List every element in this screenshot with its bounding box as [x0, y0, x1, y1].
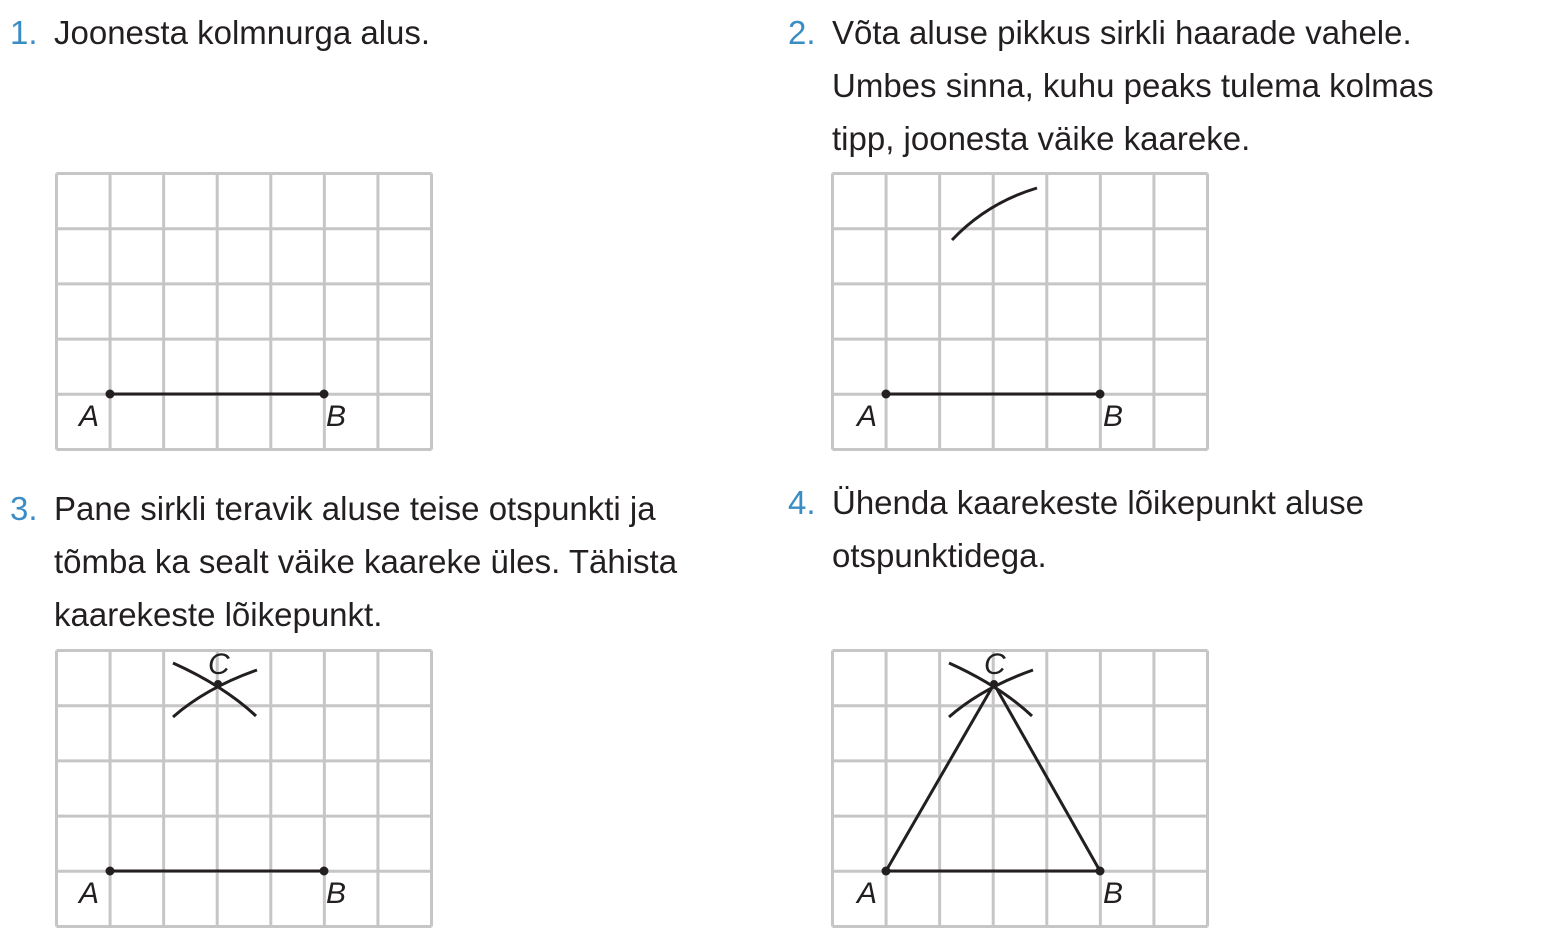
- label-b: B: [326, 877, 347, 910]
- step-3-line-1: [10, 482, 677, 535]
- grid-lines: [833, 174, 1208, 450]
- step-2-text-3: tipp, joonesta väike kaareke.: [832, 120, 1251, 157]
- grid-2: [832, 173, 1208, 450]
- step-3-text-2: tõmba ka sealt väike kaareke üles. Tähista: [54, 543, 678, 580]
- label-a: A: [857, 877, 878, 910]
- step-4-number: 4.: [788, 484, 816, 521]
- step-3-line-3: [10, 588, 677, 641]
- label-a: A: [857, 400, 878, 433]
- step-4: [788, 476, 1364, 582]
- step-1-line-1: [10, 6, 430, 59]
- step-3-line-2: [10, 535, 677, 588]
- point-c: [214, 680, 222, 688]
- step-1-number: 1.: [10, 14, 38, 51]
- label-c: C: [208, 648, 230, 681]
- step-3-text-3: kaarekeste lõikepunkt.: [54, 596, 383, 633]
- label-a: A: [79, 877, 100, 910]
- label-b: B: [326, 400, 347, 433]
- step-4-line-1: [788, 476, 1364, 529]
- step-2-line-1: [788, 6, 1434, 59]
- label-b: B: [1103, 400, 1124, 433]
- label-c: C: [984, 648, 1006, 681]
- point-b: [320, 390, 329, 399]
- point-a: [106, 390, 115, 399]
- point-b: [320, 867, 329, 876]
- step-1-text: Joonesta kolmnurga alus.: [54, 14, 431, 51]
- label-b: B: [1103, 877, 1124, 910]
- step-3-text-1: Pane sirkli teravik aluse teise otspunkti ja: [54, 490, 656, 527]
- grid-4: [832, 650, 1208, 927]
- grid-3: [56, 650, 432, 927]
- point-b: [1096, 390, 1105, 399]
- step-2-text-2: Umbes sinna, kuhu peaks tulema kolmas: [832, 67, 1434, 104]
- point-c: [990, 680, 998, 688]
- step-3-number: 3.: [10, 490, 38, 527]
- label-a: A: [79, 400, 100, 433]
- step-4-text-1: Ühenda kaarekeste lõikepunkt aluse: [832, 484, 1365, 521]
- step-2-number: 2.: [788, 14, 816, 51]
- step-2-text-1: Võta aluse pikkus sirkli haarade vahele.: [832, 14, 1412, 51]
- step-3: [10, 482, 677, 641]
- step-2: [788, 6, 1434, 165]
- point-a: [882, 390, 891, 399]
- step-2-line-3: [788, 112, 1434, 165]
- grid-lines: [833, 651, 1208, 927]
- step-4-text-2: otspunktidega.: [832, 537, 1047, 574]
- point-a: [882, 867, 891, 876]
- step-2-line-2: [788, 59, 1434, 112]
- step-1: [10, 6, 430, 59]
- step-4-line-2: [788, 529, 1364, 582]
- point-a: [106, 867, 115, 876]
- grid-lines: [57, 651, 432, 927]
- point-b: [1096, 867, 1105, 876]
- grid-lines: [57, 174, 432, 450]
- grid-1: [56, 173, 432, 450]
